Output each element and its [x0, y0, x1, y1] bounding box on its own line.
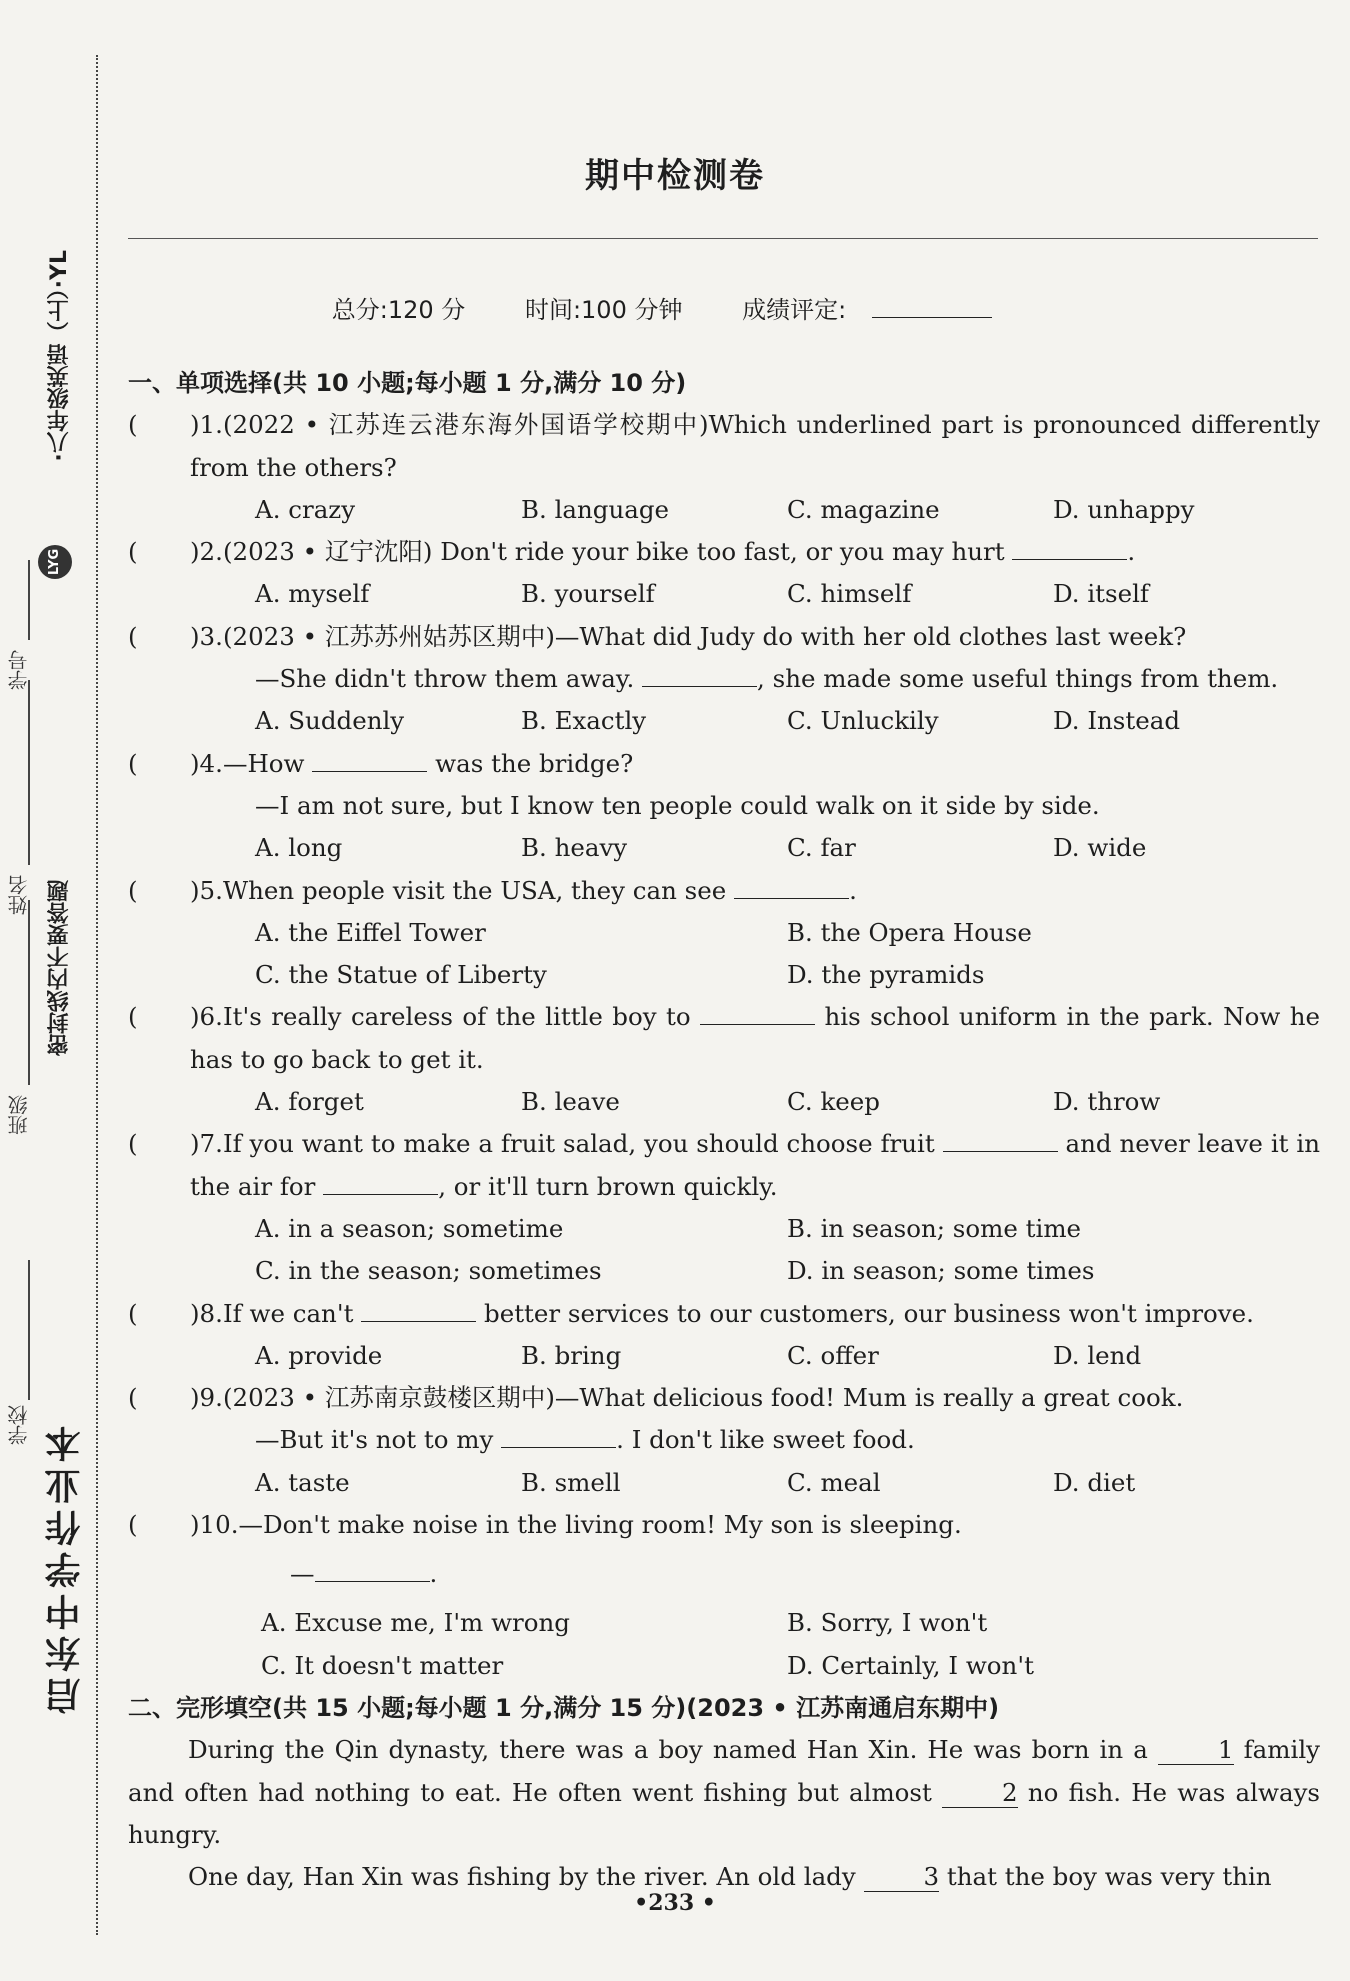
option-c[interactable]: C. It doesn't matter [261, 1650, 504, 1680]
grade-blank[interactable] [872, 297, 992, 318]
question-5 [128, 870, 1320, 912]
option-a[interactable]: A. Suddenly [255, 706, 405, 736]
question-text-mid: and never leave it in the air for [190, 1129, 1320, 1201]
question-1 [128, 404, 1320, 489]
question-text: —Don't make noise in the living room! My son is sleeping. [238, 1510, 962, 1540]
option-d[interactable]: D. wide [1053, 833, 1147, 863]
option-a[interactable]: A. provide [255, 1340, 383, 1370]
cloze-blank-3[interactable]: 3 [864, 1863, 940, 1892]
grade-label: 成绩评定: [742, 296, 847, 324]
option-b[interactable]: B. language [521, 494, 670, 524]
answer-paren[interactable]: ( [128, 410, 138, 440]
seal-dotted-line [96, 55, 98, 1935]
option-a[interactable]: A. in a season; sometime [255, 1213, 564, 1243]
question-number: )8. [190, 1298, 223, 1328]
answer-blank[interactable] [315, 1557, 430, 1582]
answer-paren[interactable]: ( [128, 1002, 138, 1032]
title-rule [128, 238, 1318, 239]
question-text: If you want to make a fruit salad, you should choose fruit [222, 1129, 935, 1159]
cloze-text: One day, Han Xin was fishing by the river. An old lady [188, 1862, 856, 1892]
question-7 [128, 1123, 1320, 1208]
question-10 [128, 1504, 1320, 1546]
option-b[interactable]: B. leave [521, 1087, 620, 1117]
page-number: •233 • [634, 1890, 716, 1916]
answer-blank[interactable] [700, 1000, 815, 1025]
answer-blank[interactable] [943, 1127, 1058, 1152]
option-c[interactable]: C. magazine [787, 494, 940, 524]
option-b[interactable]: B. Sorry, I won't [787, 1608, 988, 1638]
section-2-title: 二、完形填空(共 15 小题;每小题 1 分,满分 15 分)(2023 • 江苏南通启东期中) [128, 1693, 1000, 1722]
option-c[interactable]: C. Unluckily [787, 706, 939, 736]
grade-field [742, 296, 1018, 324]
options-2 [128, 573, 1320, 615]
option-c[interactable]: C. keep [787, 1087, 880, 1117]
exam-content [128, 362, 1320, 1898]
question-text: (2023 • 江苏南京鼓楼区期中)—What delicious food! Mum is really a great cook. [222, 1383, 1184, 1413]
question-text: It's really careless of the little boy to [222, 1002, 691, 1032]
question-text-end: better services to our customers, our business won't improve. [484, 1298, 1254, 1328]
question-text: If we can't [222, 1298, 354, 1328]
option-d[interactable]: D. the pyramids [787, 960, 985, 990]
option-a[interactable]: A. taste [255, 1467, 350, 1497]
question-number: )6. [190, 1002, 223, 1032]
question-text-end: , she made some useful things from them. [757, 664, 1279, 694]
cloze-paragraph-1 [128, 1729, 1320, 1856]
answer-paren[interactable]: ( [128, 1383, 138, 1413]
question-3-line2 [128, 658, 1320, 700]
question-2 [128, 531, 1320, 573]
question-9-line2 [128, 1419, 1320, 1461]
field-class-line[interactable] [28, 900, 30, 1085]
question-text-end: , or it'll turn brown quickly. [438, 1171, 778, 1201]
options-9 [128, 1462, 1320, 1504]
question-number: )3. [190, 621, 223, 651]
page-title: 期中检测卷 [585, 156, 765, 196]
option-c[interactable]: C. far [787, 833, 856, 863]
cloze-blank-2[interactable]: 2 [942, 1779, 1018, 1808]
question-9 [128, 1377, 1320, 1419]
options-8 [128, 1335, 1320, 1377]
answer-blank[interactable] [642, 662, 757, 687]
cloze-text: no fish. He was always hungry. [128, 1777, 1320, 1849]
score-line [0, 290, 1350, 325]
answer-blank[interactable] [501, 1423, 616, 1448]
option-c[interactable]: C. offer [787, 1340, 879, 1370]
question-number: )1. [190, 410, 223, 440]
cloze-text: family and often had nothing to eat. He often went fishing but almost [128, 1735, 1321, 1807]
school-book-label: 启东中学作业本 [45, 1420, 86, 1714]
answer-blank-2[interactable] [323, 1170, 438, 1195]
field-class-label: 班级 [7, 1095, 31, 1135]
options-10 [128, 1602, 1320, 1687]
question-8 [128, 1293, 1320, 1335]
field-name-label: 姓名 [7, 875, 31, 915]
field-school-line[interactable] [28, 1260, 30, 1400]
question-text: — [290, 1559, 315, 1589]
option-d[interactable]: D. lend [1053, 1340, 1142, 1370]
option-b[interactable]: B. Exactly [521, 706, 647, 736]
option-d[interactable]: D. unhappy [1053, 494, 1195, 524]
total-score: 总分:120 分 [331, 296, 466, 324]
question-number: )2. [190, 537, 223, 567]
question-text-end: . [1127, 537, 1136, 567]
book-code-badge: LYG [38, 545, 72, 579]
option-d[interactable]: D. itself [1053, 579, 1150, 609]
question-3 [128, 616, 1320, 658]
question-10-line2 [128, 1546, 1320, 1602]
question-text: (2023 • 江苏苏州姑苏区期中)—What did Judy do with her old clothes last week? [222, 621, 1187, 651]
option-d[interactable]: D. throw [1053, 1087, 1161, 1117]
option-b[interactable]: B. bring [521, 1340, 622, 1370]
option-a[interactable]: A. myself [255, 579, 370, 609]
question-text: (2023 • 辽宁沈阳) Don't ride your bike too fast, or you may hurt [222, 537, 1005, 567]
answer-blank[interactable] [1012, 535, 1127, 560]
question-text-end: . [429, 1559, 438, 1589]
option-c[interactable]: C. in the season; sometimes [255, 1256, 602, 1286]
book-title: ·八年级英语（上）·YL [47, 250, 72, 462]
option-d[interactable]: D. Certainly, I won't [787, 1650, 1034, 1680]
option-a[interactable]: A. the Eiffel Tower [255, 917, 486, 947]
answer-paren[interactable]: ( [128, 621, 138, 651]
options-7 [128, 1208, 1320, 1293]
question-text-end: . [849, 875, 857, 905]
answer-blank[interactable] [361, 1297, 476, 1322]
seal-note: 密封线内不要答题 [47, 880, 72, 1056]
option-b[interactable]: B. the Opera House [787, 917, 1032, 947]
question-number: )5. [190, 875, 223, 905]
time-limit: 时间:100 分钟 [524, 296, 683, 324]
option-d[interactable]: D. in season; some times [787, 1256, 1095, 1286]
options-1 [128, 489, 1320, 531]
answer-paren[interactable]: ( [128, 537, 138, 567]
cloze-blank-1[interactable]: 1 [1158, 1736, 1234, 1765]
option-d[interactable]: D. diet [1053, 1467, 1136, 1497]
answer-paren[interactable]: ( [128, 1510, 138, 1540]
question-number: )7. [190, 1129, 223, 1159]
question-text: (2022 • 江苏连云港东海外国语学校期中)Which underlined part is pronounced differently from the others? [190, 410, 1320, 482]
option-c[interactable]: C. the Statue of Liberty [255, 960, 547, 990]
field-school-label: 学校 [7, 1405, 31, 1445]
option-a[interactable]: A. Excuse me, I'm wrong [261, 1608, 570, 1638]
field-number-line[interactable] [28, 560, 30, 640]
question-6 [128, 996, 1320, 1081]
option-c[interactable]: C. himself [787, 579, 912, 609]
cloze-text: that the boy was very thin [946, 1862, 1272, 1892]
answer-paren[interactable]: ( [128, 875, 138, 905]
field-number-label: 学号 [7, 650, 31, 690]
section-1-title: 一、单项选择(共 10 小题;每小题 1 分,满分 10 分) [128, 369, 687, 397]
question-text-end: was the bridge? [435, 748, 634, 778]
question-text: —She didn't throw them away. [255, 664, 635, 694]
question-text-end: . I don't like sweet food. [616, 1425, 915, 1455]
options-5 [128, 912, 1320, 997]
question-text: When people visit the USA, they can see [222, 875, 727, 905]
option-b[interactable]: B. yourself [521, 579, 655, 609]
option-b[interactable]: B. in season; some time [787, 1213, 1082, 1243]
question-4-line2: —I am not sure, but I know ten people could walk on it side by side. [255, 790, 1100, 820]
cloze-text: During the Qin dynasty, there was a boy named Han Xin. He was born in a [188, 1735, 1148, 1765]
option-a[interactable]: A. crazy [255, 494, 356, 524]
answer-paren[interactable]: ( [128, 1298, 138, 1328]
option-c[interactable]: C. meal [787, 1467, 881, 1497]
question-number: )4. [190, 748, 223, 778]
question-text: —How [222, 748, 305, 778]
options-4 [128, 827, 1320, 869]
option-a[interactable]: A. forget [255, 1087, 364, 1117]
field-name-line[interactable] [28, 680, 30, 865]
question-text-end: his school uniform in the park. Now he has to go back to get it. [190, 1002, 1320, 1074]
question-4 [128, 743, 1320, 785]
answer-paren[interactable]: ( [128, 748, 138, 778]
question-number: )10. [190, 1510, 239, 1540]
answer-blank[interactable] [734, 874, 849, 899]
option-b[interactable]: B. smell [521, 1467, 621, 1497]
option-a[interactable]: A. long [255, 833, 343, 863]
question-number: )9. [190, 1383, 223, 1413]
option-b[interactable]: B. heavy [521, 833, 628, 863]
question-text: —But it's not to my [255, 1425, 494, 1455]
option-d[interactable]: D. Instead [1053, 706, 1181, 736]
options-6 [128, 1081, 1320, 1123]
answer-paren[interactable]: ( [128, 1129, 138, 1159]
options-3 [128, 700, 1320, 742]
answer-blank[interactable] [312, 747, 427, 772]
